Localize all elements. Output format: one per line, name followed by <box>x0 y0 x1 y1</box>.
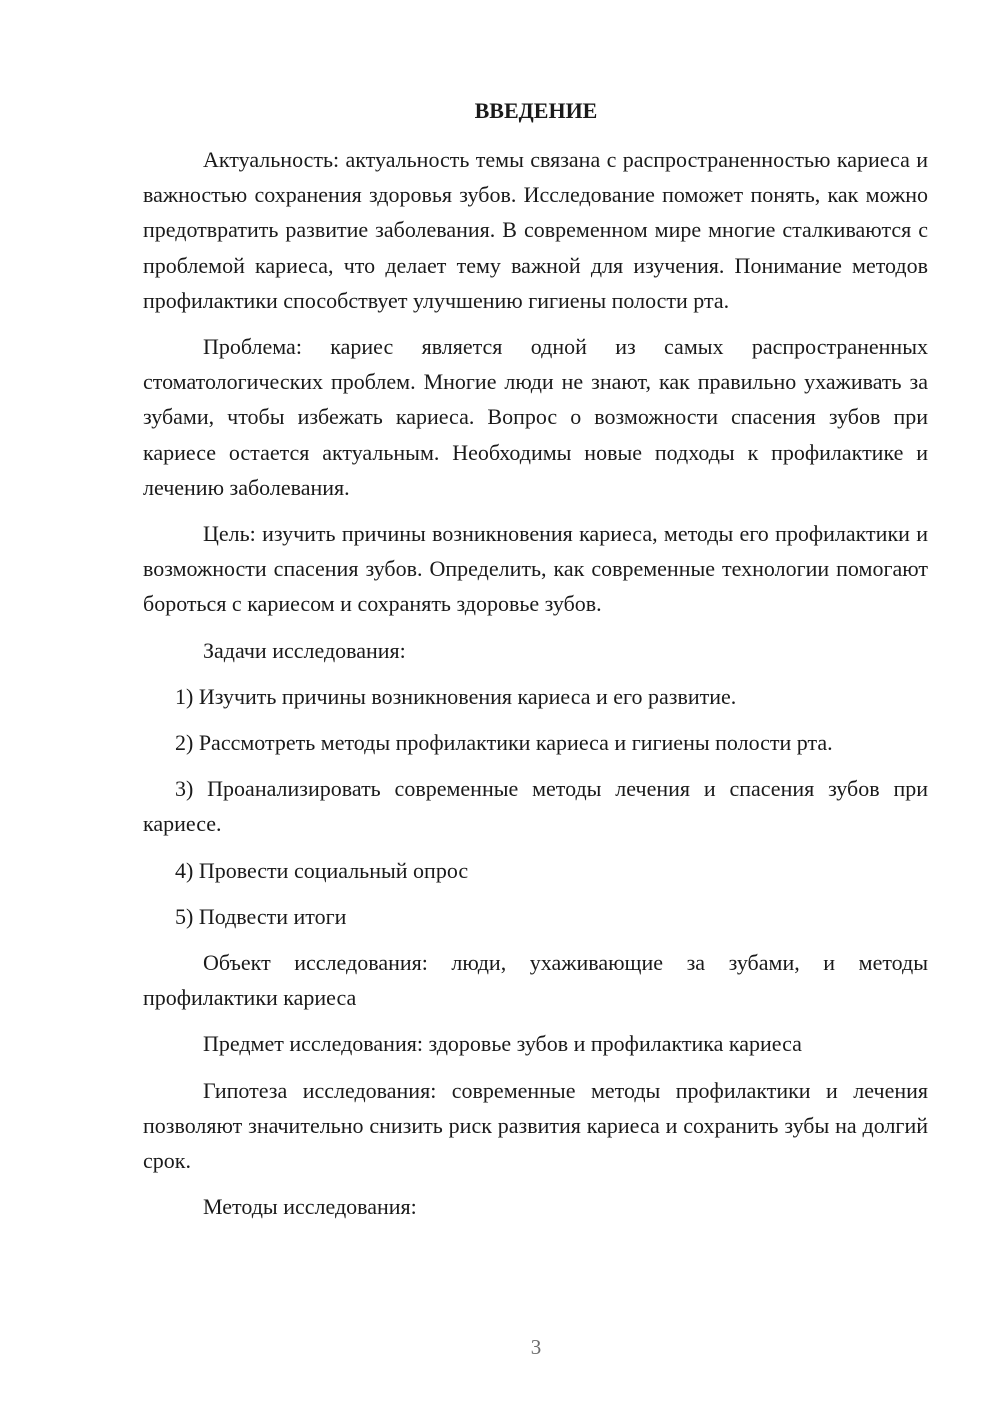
page-number: 3 <box>530 1335 542 1359</box>
paragraph-methods: Методы исследования: <box>203 1194 417 1220</box>
page-title: ВВЕДЕНИЕ <box>474 98 598 123</box>
paragraph-subject: Предмет исследования: здоровье зубов и профилактика кариеса <box>203 1031 802 1057</box>
tasks-heading: Задачи исследования: <box>203 637 406 663</box>
paragraph-goal: Цель: изучить причины возникновения кариеса, методы его профилактики и возможности спасения зубов. Определить, как современные технологии помогают бороться с кариесом и сохранять здоровье зубов. <box>143 521 928 617</box>
task-item: 4) Провести социальный опрос <box>175 857 469 883</box>
paragraph-object: Объект исследования: люди, ухаживающие за зубами, и методы профилактики кариеса <box>143 950 928 1011</box>
paragraph-problem: Проблема: кариес является одной из самых распространенных стоматологических проблем. Многие люди не знают, как правильно ухаживать за зубами, чтобы избежать кариеса. Вопрос о возможности спасения зубов при кариесе остается актуальным. Необходимы новые подходы к профилактике и лечению заболевания. <box>143 334 928 500</box>
paragraph-relevance: Актуальность: актуальность темы связана с распространенностью кариеса и важностью сохранения здоровья зубов. Исследование поможет понять, как можно предотвратить развитие заболевания. В современном мире многие сталкиваются с проблемой кариеса, что делает тему важной для изучения. Понимание методов профилактики способствует улучшению гигиены полости рта. <box>143 147 928 313</box>
paragraph-hypothesis: Гипотеза исследования: современные методы профилактики и лечения позволяют значительно снизить риск развития кариеса и сохранить зубы на долгий срок. <box>143 1077 928 1174</box>
document-body <box>143 142 928 1235</box>
task-item: 2) Рассмотреть методы профилактики кариеса и гигиены полости рта. <box>175 730 833 756</box>
task-item: 1) Изучить причины возникновения кариеса и его развитие. <box>175 683 737 709</box>
task-item: 5) Подвести итоги <box>175 903 347 929</box>
task-item: 3) Проанализировать современные методы лечения и спасения зубов при кариесе. <box>143 776 928 837</box>
